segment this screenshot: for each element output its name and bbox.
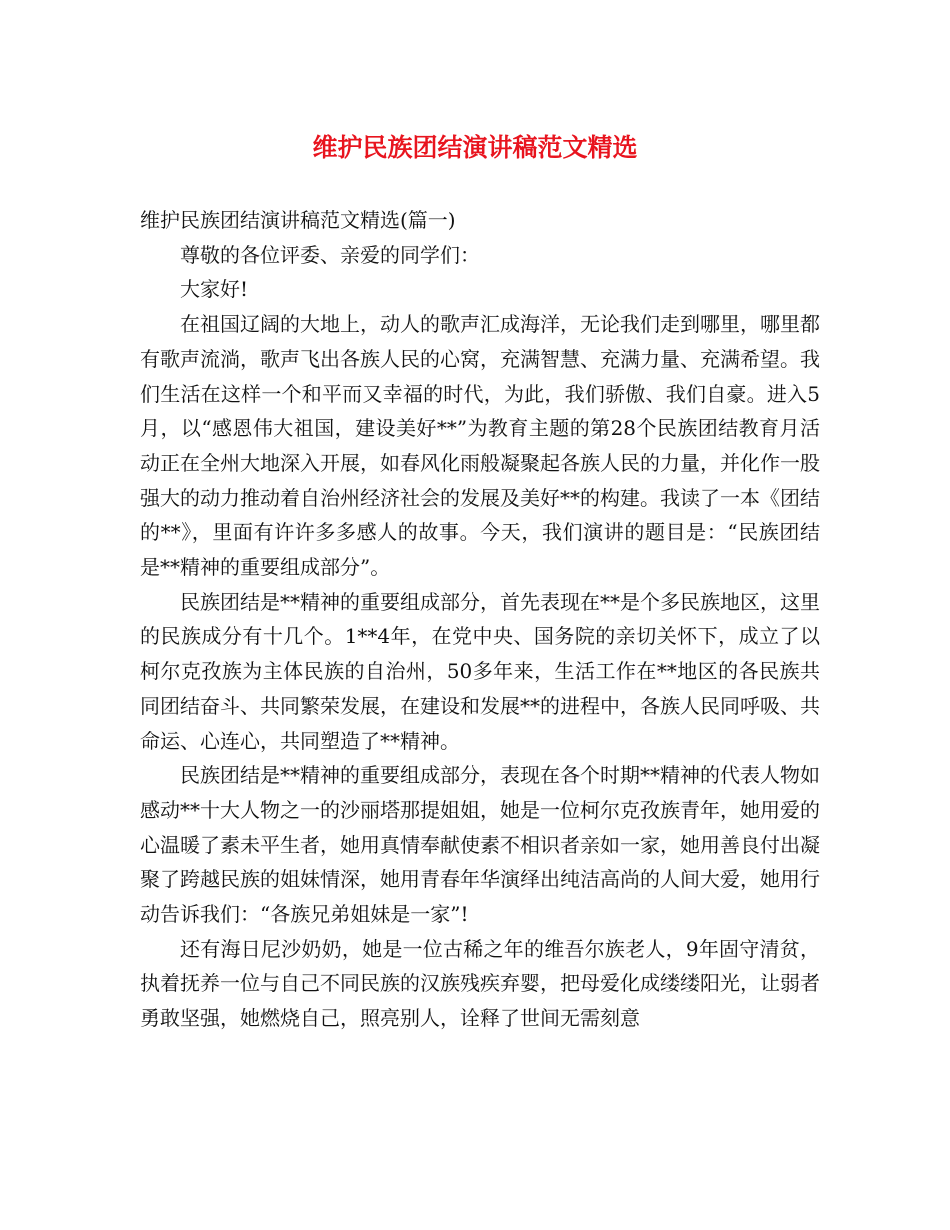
paragraph: 维护民族团结演讲稿范文精选(篇一) [140, 208, 456, 232]
paragraph: 还有海日尼沙奶奶，她是一位古稀之年的维吾尔族老人，9年固守清贫，执着抚养一位与自己不同民族的汉族残疾弃婴，把母爱化成缕缕阳光，让弱者勇敢坚强，她燃烧自己，照亮别人，诠释了世间无需刻意 [140, 936, 820, 1031]
paragraph: 大家好! [180, 277, 249, 302]
paragraph: 民族团结是**精神的重要组成部分，首先表现在**是个多民族地区，这里的民族成分有十几个。1**4年，在党中央、国务院的亲切关怀下，成立了以柯尔克孜族为主体民族的自治州，50多年来，生活工作在**地区的各民族共同团结奋斗、共同繁荣发展，在建设和发展**的进程中，各族人民同呼吸、共命运、心连心，共同塑造了**精神。 [140, 589, 820, 753]
paragraph: 尊敬的各位评委、亲爱的同学们： [180, 242, 480, 267]
document-title: 维护民族团结演讲稿范文精选 [312, 133, 638, 162]
document-body [140, 203, 820, 1036]
paragraph: 在祖国辽阔的大地上，动人的歌声汇成海洋，无论我们走到哪里，哪里都有歌声流淌，歌声飞出各族人民的心窝，充满智慧、充满力量、充满希望。我们生活在这样一个和平而又幸福的时代，为此，我们骄傲、我们自豪。进入5月，以“感恩伟大祖国，建设美好**”为教育主题的第28个民族团结教育月活动正在全州大地深入开展，如春风化雨般凝聚起各族人民的力量，并化作一股强大的动力推动着自治州经济社会的发展及美好**的构建。我读了一本《团结的**》，里面有许许多多感人的故事。今天，我们演讲的题目是：“民族团结是**精神的重要组成部分”。 [140, 312, 820, 580]
paragraph: 民族团结是**精神的重要组成部分，表现在各个时期**精神的代表人物如感动**十大人物之一的沙丽塔那提姐姐，她是一位柯尔克孜族青年，她用爱的心温暖了素未平生者，她用真情奉献使素不相识者亲如一家，她用善良付出凝聚了跨越民族的姐妹情深，她用青春年华演绎出纯洁高尚的人间大爱，她用行动告诉我们：“各族兄弟姐妹是一家”! [140, 763, 820, 927]
